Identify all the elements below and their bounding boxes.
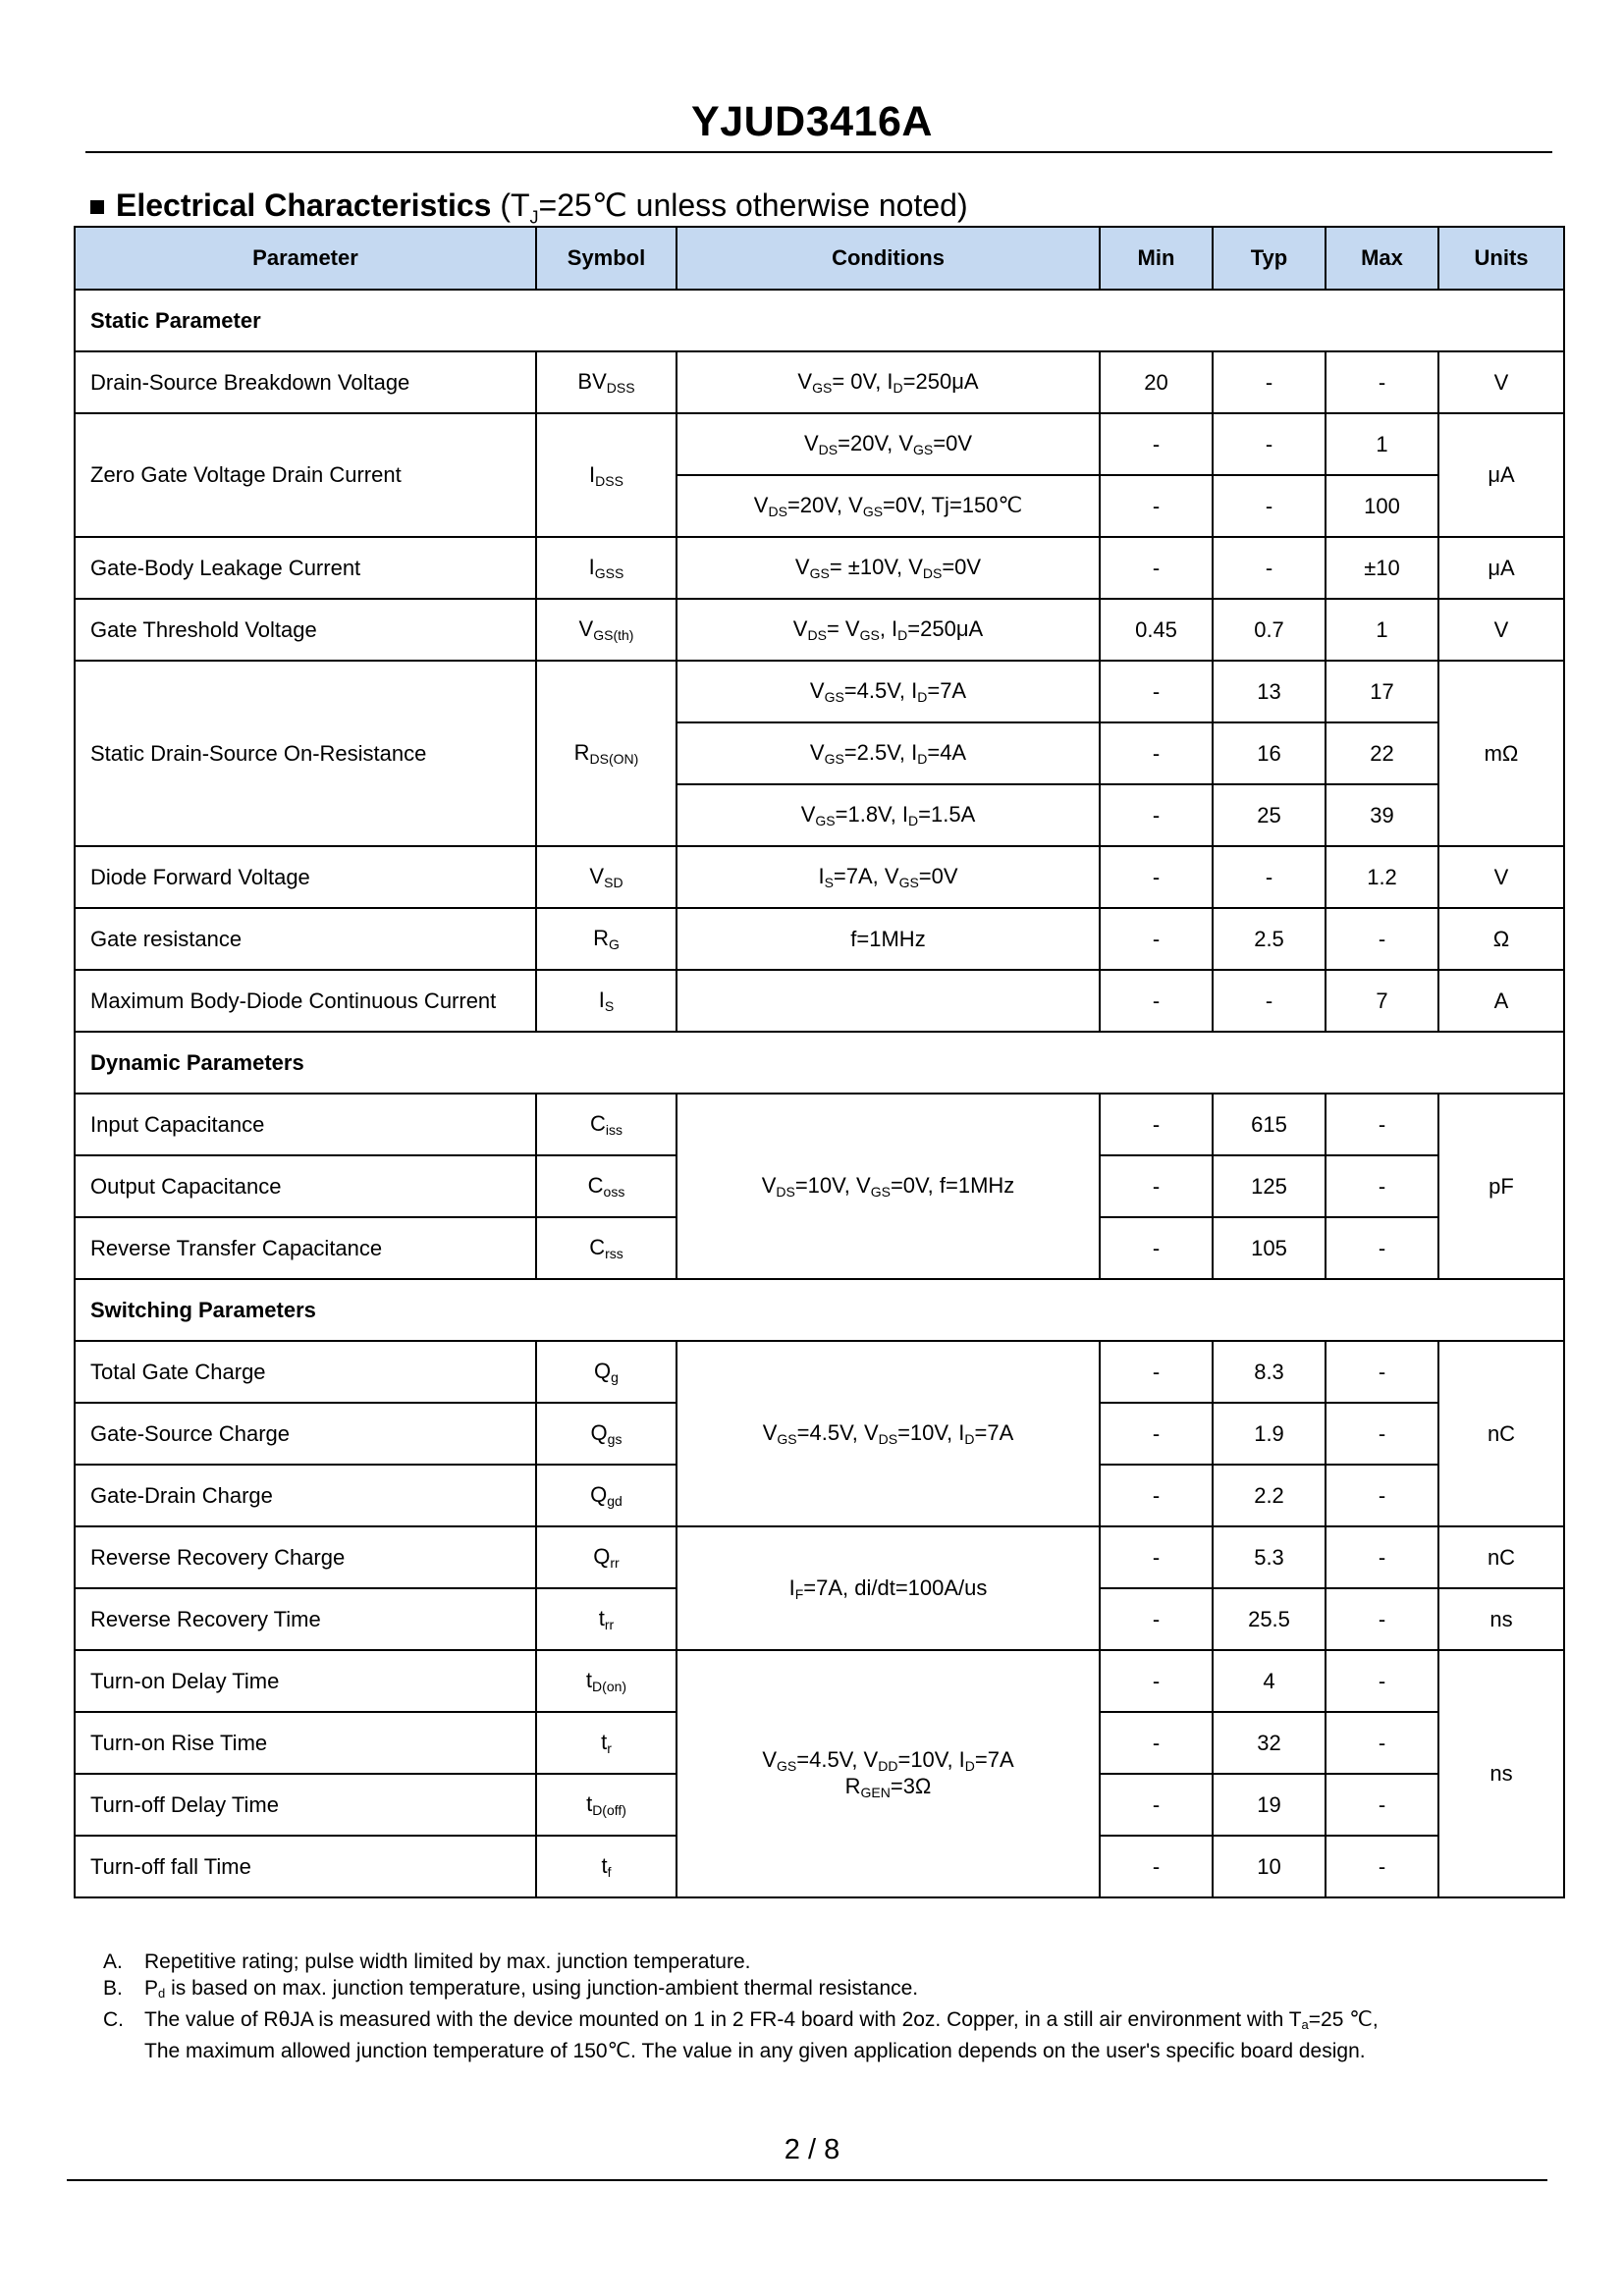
min-qrr: -	[1100, 1526, 1213, 1588]
max-tdoff: -	[1326, 1774, 1438, 1836]
max-rg: -	[1326, 908, 1438, 970]
header-conditions: Conditions	[677, 227, 1100, 290]
cond-bvdss: $V_{GS}= 0V$, $I_D=250\mu A$	[677, 351, 1100, 413]
table-row	[75, 537, 1564, 599]
param-rg: Gate resistance	[75, 908, 536, 970]
cond-idss-b: $V_{DS}=20V$, $V_{GS}=0V$, Tj=150℃	[677, 475, 1100, 537]
table-row	[75, 846, 1564, 908]
max-idss-a: 1	[1326, 413, 1438, 475]
table-row	[75, 908, 1564, 970]
units-qrr: nC	[1438, 1526, 1564, 1588]
param-tdon: Turn-on Delay Time	[75, 1650, 536, 1712]
electrical-characteristics-table	[74, 226, 1565, 1898]
param-bvdss: Drain-Source Breakdown Voltage	[75, 351, 536, 413]
min-tdoff: -	[1100, 1774, 1213, 1836]
param-trr: Reverse Recovery Time	[75, 1588, 536, 1650]
param-vsd: Diode Forward Voltage	[75, 846, 536, 908]
max-qgd: -	[1326, 1465, 1438, 1526]
typ-bvdss: -	[1213, 351, 1326, 413]
param-tf: Turn-off fall Time	[75, 1836, 536, 1897]
group-row-switching	[75, 1279, 1564, 1341]
cond-rdson-c: $V_{GS}=1.8V$, $I_D=1.5A$	[677, 784, 1100, 846]
max-qg: -	[1326, 1341, 1438, 1403]
group-switching-label: Switching Parameters	[75, 1279, 1564, 1341]
units-trr: ns	[1438, 1588, 1564, 1650]
min-qgd: -	[1100, 1465, 1213, 1526]
param-crss: Reverse Transfer Capacitance	[75, 1217, 536, 1279]
symbol-rg: $R_G$	[536, 908, 677, 970]
param-tr: Turn-on Rise Time	[75, 1712, 536, 1774]
symbol-vgsth: $V_{GS(th)}$	[536, 599, 677, 661]
max-rdson-b: 22	[1326, 722, 1438, 784]
units-vsd: V	[1438, 846, 1564, 908]
typ-qgd: 2.2	[1213, 1465, 1326, 1526]
footnote-c: C. The value of RθJA is measured with the device mounted on 1 in 2 FR-4 board with 2oz. Copper, in a still air environment with $T_a=25$ ℃, The maximum allowed junction temperature of 150℃. The value in any given application depends on the user's specific board design.	[103, 2008, 1379, 2062]
max-trr: -	[1326, 1588, 1438, 1650]
symbol-qg: $Q_g$	[536, 1341, 677, 1403]
typ-vsd: -	[1213, 846, 1326, 908]
footnotes	[103, 1949, 1379, 2064]
max-is: 7	[1326, 970, 1438, 1032]
units-switching: ns	[1438, 1650, 1564, 1897]
param-qrr: Reverse Recovery Charge	[75, 1526, 536, 1588]
symbol-qrr: $Q_{rr}$	[536, 1526, 677, 1588]
typ-igss: -	[1213, 537, 1326, 599]
section-heading	[90, 187, 968, 228]
typ-vgsth: 0.7	[1213, 599, 1326, 661]
param-qgd: Gate-Drain Charge	[75, 1465, 536, 1526]
header-min: Min	[1100, 227, 1213, 290]
typ-qg: 8.3	[1213, 1341, 1326, 1403]
units-capacitance: pF	[1438, 1094, 1564, 1279]
min-rdson-a: -	[1100, 661, 1213, 722]
min-idss-b: -	[1100, 475, 1213, 537]
footnote-a: A. Repetitive rating; pulse width limited by max. junction temperature.	[103, 1950, 751, 1973]
table-row	[75, 1526, 1564, 1588]
max-idss-b: 100	[1326, 475, 1438, 537]
header-symbol: Symbol	[536, 227, 677, 290]
document-title: YJUD3416A	[691, 98, 933, 145]
units-igss: μA	[1438, 537, 1564, 599]
units-bvdss: V	[1438, 351, 1564, 413]
typ-coss: 125	[1213, 1155, 1326, 1217]
cond-igss: $V_{GS}= \pm 10V$, $V_{DS}=0V$	[677, 537, 1100, 599]
table-row	[75, 1094, 1564, 1155]
cond-gate-charge: $V_{GS}=4.5V$, $V_{DS}=10V$, $I_D=7A$	[677, 1341, 1100, 1526]
symbol-ciss: $C_{iss}$	[536, 1094, 677, 1155]
symbol-coss: $C_{oss}$	[536, 1155, 677, 1217]
cond-rdson-a: $V_{GS}=4.5V$, $I_D=7A$	[677, 661, 1100, 722]
table-row	[75, 1341, 1564, 1403]
symbol-qgs: $Q_{gs}$	[536, 1403, 677, 1465]
group-dynamic-label: Dynamic Parameters	[75, 1032, 1564, 1094]
max-rdson-a: 17	[1326, 661, 1438, 722]
footer-rule	[67, 2179, 1547, 2181]
symbol-rdson: $R_{DS(ON)}$	[536, 661, 677, 846]
typ-rg: 2.5	[1213, 908, 1326, 970]
symbol-tf: $t_f$	[536, 1836, 677, 1897]
units-gate-charge: nC	[1438, 1341, 1564, 1526]
symbol-idss: $I_{DSS}$	[536, 413, 677, 537]
group-static-label: Static Parameter	[75, 290, 1564, 351]
max-qrr: -	[1326, 1526, 1438, 1588]
units-is: A	[1438, 970, 1564, 1032]
typ-tf: 10	[1213, 1836, 1326, 1897]
header-max: Max	[1326, 227, 1438, 290]
page-number: 2 / 8	[784, 2134, 840, 2165]
table-row	[75, 599, 1564, 661]
symbol-is: $I_S$	[536, 970, 677, 1032]
typ-is: -	[1213, 970, 1326, 1032]
param-vgsth: Gate Threshold Voltage	[75, 599, 536, 661]
param-is: Maximum Body-Diode Continuous Current	[75, 970, 536, 1032]
symbol-vsd: $V_{SD}$	[536, 846, 677, 908]
cond-rg: f=1MHz	[677, 908, 1100, 970]
units-rg: Ω	[1438, 908, 1564, 970]
max-tdon: -	[1326, 1650, 1438, 1712]
param-rdson: Static Drain-Source On-Resistance	[75, 661, 536, 846]
min-ciss: -	[1100, 1094, 1213, 1155]
min-crss: -	[1100, 1217, 1213, 1279]
min-is: -	[1100, 970, 1213, 1032]
param-tdoff: Turn-off Delay Time	[75, 1774, 536, 1836]
min-rdson-b: -	[1100, 722, 1213, 784]
max-vsd: 1.2	[1326, 846, 1438, 908]
min-vsd: -	[1100, 846, 1213, 908]
cond-capacitance: $V_{DS}=10V$, $V_{GS}=0V$, f=1MHz	[677, 1094, 1100, 1279]
min-qgs: -	[1100, 1403, 1213, 1465]
max-bvdss: -	[1326, 351, 1438, 413]
typ-qrr: 5.3	[1213, 1526, 1326, 1588]
cond-is	[677, 970, 1100, 1032]
table-row	[75, 1650, 1564, 1712]
symbol-qgd: $Q_{gd}$	[536, 1465, 677, 1526]
typ-qgs: 1.9	[1213, 1403, 1326, 1465]
min-rdson-c: -	[1100, 784, 1213, 846]
param-igss: Gate-Body Leakage Current	[75, 537, 536, 599]
cond-switching: $V_{GS}=4.5V$, $V_{DD}=10V$, $I_D=7A$ $R_{GEN}=3\Omega$	[677, 1650, 1100, 1897]
units-idss: μA	[1438, 413, 1564, 537]
symbol-bvdss: $BV_{DSS}$	[536, 351, 677, 413]
header-rule	[85, 151, 1552, 153]
header-typ: Typ	[1213, 227, 1326, 290]
typ-ciss: 615	[1213, 1094, 1326, 1155]
table-row	[75, 413, 1564, 475]
symbol-tdoff: $t_{D(off)}$	[536, 1774, 677, 1836]
max-qgs: -	[1326, 1403, 1438, 1465]
param-idss: Zero Gate Voltage Drain Current	[75, 413, 536, 537]
min-tf: -	[1100, 1836, 1213, 1897]
min-bvdss: 20	[1100, 351, 1213, 413]
section-title: Electrical Characteristics	[116, 187, 492, 223]
typ-tr: 32	[1213, 1712, 1326, 1774]
cond-vsd: $I_S=7A$, $V_{GS}=0V$	[677, 846, 1100, 908]
cond-recovery: $I_F=7A$, di/dt=100A/us	[677, 1526, 1100, 1650]
symbol-igss: $I_{GSS}$	[536, 537, 677, 599]
typ-trr: 25.5	[1213, 1588, 1326, 1650]
units-vgsth: V	[1438, 599, 1564, 661]
param-ciss: Input Capacitance	[75, 1094, 536, 1155]
units-rdson: mΩ	[1438, 661, 1564, 846]
symbol-trr: $t_{rr}$	[536, 1588, 677, 1650]
table-row	[75, 351, 1564, 413]
param-qg: Total Gate Charge	[75, 1341, 536, 1403]
max-ciss: -	[1326, 1094, 1438, 1155]
typ-idss-a: -	[1213, 413, 1326, 475]
square-bullet-icon	[90, 200, 104, 214]
min-vgsth: 0.45	[1100, 599, 1213, 661]
group-row-dynamic	[75, 1032, 1564, 1094]
param-coss: Output Capacitance	[75, 1155, 536, 1217]
typ-rdson-c: 25	[1213, 784, 1326, 846]
min-igss: -	[1100, 537, 1213, 599]
min-qg: -	[1100, 1341, 1213, 1403]
max-rdson-c: 39	[1326, 784, 1438, 846]
footnote-b: B. $P_d$ is based on max. junction temperature, using junction-ambient thermal resistance.	[103, 1977, 919, 2001]
min-coss: -	[1100, 1155, 1213, 1217]
group-row-static	[75, 290, 1564, 351]
header-units: Units	[1438, 227, 1564, 290]
max-tf: -	[1326, 1836, 1438, 1897]
max-crss: -	[1326, 1217, 1438, 1279]
max-tr: -	[1326, 1712, 1438, 1774]
max-igss: ±10	[1326, 537, 1438, 599]
typ-crss: 105	[1213, 1217, 1326, 1279]
param-qgs: Gate-Source Charge	[75, 1403, 536, 1465]
symbol-tr: $t_r$	[536, 1712, 677, 1774]
symbol-crss: $C_{rss}$	[536, 1217, 677, 1279]
typ-tdoff: 19	[1213, 1774, 1326, 1836]
table-header-row	[75, 227, 1564, 290]
typ-tdon: 4	[1213, 1650, 1326, 1712]
header-parameter: Parameter	[75, 227, 536, 290]
typ-rdson-a: 13	[1213, 661, 1326, 722]
min-tdon: -	[1100, 1650, 1213, 1712]
min-rg: -	[1100, 908, 1213, 970]
max-vgsth: 1	[1326, 599, 1438, 661]
typ-rdson-b: 16	[1213, 722, 1326, 784]
table-row	[75, 970, 1564, 1032]
section-condition: ($T_J=25℃$ unless otherwise noted)	[500, 187, 968, 228]
typ-idss-b: -	[1213, 475, 1326, 537]
min-tr: -	[1100, 1712, 1213, 1774]
table-row	[75, 661, 1564, 722]
cond-idss-a: $V_{DS}=20V$, $V_{GS}=0V$	[677, 413, 1100, 475]
cond-vgsth: $V_{DS}= V_{GS}$, $I_D=250\mu A$	[677, 599, 1100, 661]
symbol-tdon: $t_{D(on)}$	[536, 1650, 677, 1712]
cond-rdson-b: $V_{GS}=2.5V$, $I_D=4A$	[677, 722, 1100, 784]
max-coss: -	[1326, 1155, 1438, 1217]
min-idss-a: -	[1100, 413, 1213, 475]
min-trr: -	[1100, 1588, 1213, 1650]
